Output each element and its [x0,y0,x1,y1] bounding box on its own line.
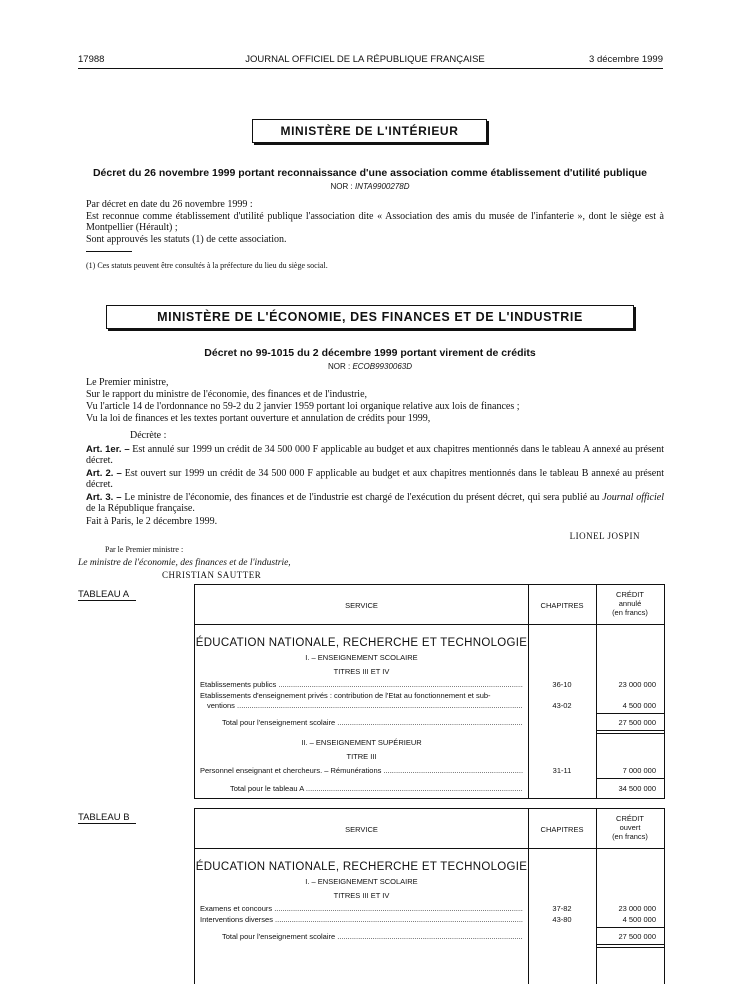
tableau-b-col-credit: CRÉDIT ouvert (en francs) [612,814,648,841]
paragraph-reconnaissance: Est reconnue comme établissement d'utilité publique l'association dite « Association des amis du musée de l'infanterie », dont le siège est à Montpellier (Hérault) ; [86,211,664,233]
tableau-b-label: TABLEAU B [78,812,130,823]
tableau-a-row-label: Personnel enseignant et chercheurs. – Rémunérations ..... [200,766,523,775]
visa-rapport: Sur le rapport du ministre de l'économie, des finances et de l'industrie, [86,389,368,400]
tableau-b-row-amount: 4 500 000 [622,915,656,924]
tableau-a-row-amount: 4 500 000 [622,701,656,710]
tableau-a [194,584,665,799]
visa-ordonnance: Vu l'article 14 de l'ordonnance no 59-2 du 2 janvier 1959 portant loi organique relative aux lois de finances ; [86,401,520,412]
tableau-b-row-chapitre: 43-80 [552,915,572,924]
visa-premier-ministre: Le Premier ministre, [86,377,169,388]
decrete: Décrète : [130,430,167,441]
tableau-b-total-label: Total pour l'enseignement scolaire ..... [222,932,523,941]
tableau-a-titres-2: TITRE III [346,752,377,761]
tableau-b-titres-1: TITRES III ET IV [333,891,390,900]
tableau-a-sub-superieur: II. – ENSEIGNEMENT SUPÉRIEUR [301,738,422,747]
paragraph-statuts: Sont approuvés les statuts (1) de cette association. [86,234,287,245]
header-rule [78,68,663,69]
fait-a-paris: Fait à Paris, le 2 décembre 1999. [86,516,218,527]
tableau-b-row-chapitre: 37-82 [552,904,572,913]
tableau-a-section-title: ÉDUCATION NATIONALE, RECHERCHE ET TECHNOLOGIE [195,637,528,649]
tableau-a-label-rule [78,600,136,601]
ministry-heading-economie: MINISTÈRE DE L'ÉCONOMIE, DES FINANCES ET DE L'INDUSTRIE [106,305,634,329]
tableau-a-label: TABLEAU A [78,589,130,600]
tableau-a-row-label: Etablissements d'enseignement privés : contribution de l'Etat au fonctionnement et sub- [200,691,491,700]
tableau-b-row-amount: 23 000 000 [618,904,656,913]
tableau-b-total-amount: 27 500 000 [618,932,656,941]
page-number: 17988 [78,54,105,65]
tableau-a-sub-scolaire: I. – ENSEIGNEMENT SCOLAIRE [305,653,418,662]
journal-title: JOURNAL OFFICIEL DE LA RÉPUBLIQUE FRANÇAISE [245,54,485,65]
nor-reference-interieur: NOR : INTA9900278D [330,182,410,191]
ministry-heading-interieur: MINISTÈRE DE L'INTÉRIEUR [252,119,487,143]
tableau-a-col-credit: CRÉDIT annulé (en francs) [612,590,648,617]
paragraph-par-decret: Par décret en date du 26 novembre 1999 : [86,199,253,210]
issue-date: 3 décembre 1999 [589,54,663,65]
footnote-rule [86,251,132,252]
tableau-a-total-label: Total pour l'enseignement scolaire ..... [222,718,523,727]
tableau-a-col-service: SERVICE [345,601,378,610]
article-2: Art. 2. – Est ouvert sur 1999 un crédit de 34 500 000 F applicable au budget et aux chapitres mentionnés dans le tableau B annexé au présent décret. [86,468,664,490]
tableau-a-col-chapitres: CHAPITRES [540,601,584,610]
article-1: Art. 1er. – Est annulé sur 1999 un crédit de 34 500 000 F applicable au budget et aux chapitres mentionnés dans le tableau A annexé au présent décret. [86,444,665,466]
tableau-a-total-amount: 34 500 000 [618,784,656,793]
tableau-a-row-label: ventions ..... [207,701,523,710]
nor-reference-economie: NOR : ECOB9930063D [327,362,413,371]
par-le-premier-ministre: Par le Premier ministre : [105,545,184,554]
footnote: (1) Ces statuts peuvent être consultés à la préfecture du lieu du siège social. [86,261,328,270]
tableau-b-sub-scolaire: I. – ENSEIGNEMENT SCOLAIRE [305,877,418,886]
tableau-a-row-chapitre: 43-02 [552,701,572,710]
tableau-a-row-amount: 7 000 000 [622,766,656,775]
tableau-b-section-title: ÉDUCATION NATIONALE, RECHERCHE ET TECHNOLOGIE [195,861,528,873]
signatory: LIONEL JOSPIN [569,531,640,541]
tableau-b-label-rule [78,823,136,824]
tableau-a-titres-1: TITRES III ET IV [333,667,390,676]
tableau-b-col-chapitres: CHAPITRES [540,825,584,834]
decree-title-economie: Décret no 99-1015 du 2 décembre 1999 portant virement de crédits [204,347,536,359]
minister-title: Le ministre de l'économie, des finances et de l'industrie, [78,558,291,568]
tableau-a-row-label: Etablissements publics ..... [200,680,523,689]
article-3: Art. 3. – Le ministre de l'économie, des finances et de l'industrie est chargé de l'exécution du présent décret, qui sera publié au Journal officiel de la République française. [86,492,664,514]
minister-name: CHRISTIAN SAUTTER [162,570,262,580]
decree-title-interieur: Décret du 26 novembre 1999 portant reconnaissance d'une association comme établissement d'utilité publique [92,167,648,179]
tableau-b-row-label: Interventions diverses ..... [200,915,523,924]
tableau-a-row-chapitre: 36-10 [552,680,572,689]
tableau-b [194,808,665,984]
tableau-a-row-chapitre: 31-11 [552,766,572,775]
visa-loi-finances: Vu la loi de finances et les textes portant ouverture et annulation de crédits pour 1999, [86,413,431,424]
tableau-a-total-label: Total pour le tableau A ..... [230,784,523,793]
tableau-a-row-amount: 23 000 000 [618,680,656,689]
tableau-b-row-label: Examens et concours ..... [200,904,523,913]
tableau-a-total-amount: 27 500 000 [618,718,656,727]
tableau-b-col-service: SERVICE [345,825,378,834]
